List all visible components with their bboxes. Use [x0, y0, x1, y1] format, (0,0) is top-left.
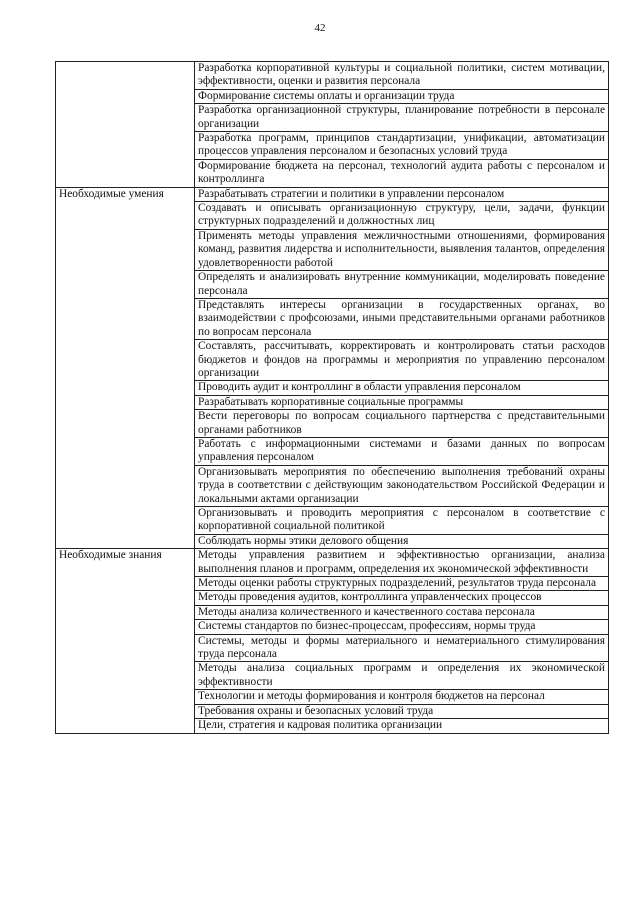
table-cell-item: Соблюдать нормы этики делового общения [195, 534, 609, 548]
table-cell-item: Работать с информационными системами и базами данных по вопросам управления персоналом [195, 437, 609, 465]
table-cell-item: Проводить аудит и контроллинг в области управления персоналом [195, 381, 609, 395]
table-cell-item: Разработка организационной структуры, планирование потребности в персонале организации [195, 104, 609, 132]
table-cell-item: Организовывать и проводить мероприятия с персоналом в соответствие с корпоративной социальной политикой [195, 507, 609, 535]
page-number: 42 [314, 22, 326, 34]
table-cell-item: Создавать и описывать организационную структуру, цели, задачи, функции структурных подразделений и должностных лиц [195, 202, 609, 230]
table-row [56, 549, 609, 577]
table-cell-item: Системы стандартов по бизнес-процессам, профессиям, нормы труда [195, 620, 609, 634]
table-cell-item: Методы управления развитием и эффективностью организации, анализа выполнения планов и программ, определения их экономической эффективности [195, 549, 609, 577]
table-cell-item: Системы, методы и формы материального и нематериального стимулирования труда персонала [195, 634, 609, 662]
table-row [56, 187, 609, 201]
table-cell-item: Определять и анализировать внутренние коммуникации, моделировать поведение персонала [195, 271, 609, 299]
table-cell-item: Методы оценки работы структурных подразделений, результатов труда персонала [195, 577, 609, 591]
table-row [56, 62, 609, 90]
table-cell-item: Организовывать мероприятия по обеспечению выполнения требований охраны труда в соответствии с действующим законодательством Российской Федерации и локальными актами организации [195, 465, 609, 506]
table-cell-item: Разработка программ, принципов стандартизации, унификации, автоматизации процессов управления персоналом и безопасных условий труда [195, 132, 609, 160]
table-cell-item: Методы проведения аудитов, контроллинга управленческих процессов [195, 591, 609, 605]
table-cell-item: Составлять, рассчитывать, корректировать и контролировать статьи расходов бюджетов и фондов на программы и мероприятия по управлению персоналом организации [195, 340, 609, 381]
section-label [56, 62, 195, 188]
table-cell-item: Вести переговоры по вопросам социального партнерства с представительными органами работников [195, 410, 609, 438]
table-cell-item: Представлять интересы организации в государственных органах, во взаимодействии с профсоюзами, иными представительными органами работников по вопросам персонала [195, 298, 609, 339]
table-cell-item: Формирование бюджета на персонал, технологий аудита работы с персоналом и контроллинга [195, 159, 609, 187]
table-cell-item: Разработка корпоративной культуры и социальной политики, систем мотивации, эффективности, оценки и развития персонала [195, 62, 609, 90]
table-cell-item: Методы анализа количественного и качественного состава персонала [195, 605, 609, 619]
table-cell-item: Цели, стратегия и кадровая политика организации [195, 719, 609, 733]
table-cell-item: Требования охраны и безопасных условий труда [195, 704, 609, 718]
table-cell-item: Применять методы управления межличностными отношениями, формирования команд, развития лидерства и исполнительности, выявления талантов, определения удовлетворенности работой [195, 229, 609, 270]
table-cell-item: Формирование системы оплаты и организации труда [195, 89, 609, 103]
competency-table-body [56, 62, 609, 734]
table-cell-item: Методы анализа социальных программ и определения их экономической эффективности [195, 662, 609, 690]
table-cell-item: Технологии и методы формирования и контроля бюджетов на персонал [195, 690, 609, 704]
table-cell-item: Разрабатывать стратегии и политики в управлении персоналом [195, 187, 609, 201]
table-cell-item: Разрабатывать корпоративные социальные программы [195, 395, 609, 409]
section-label: Необходимые знания [56, 549, 195, 733]
section-label: Необходимые умения [56, 187, 195, 549]
competency-table [55, 61, 609, 734]
